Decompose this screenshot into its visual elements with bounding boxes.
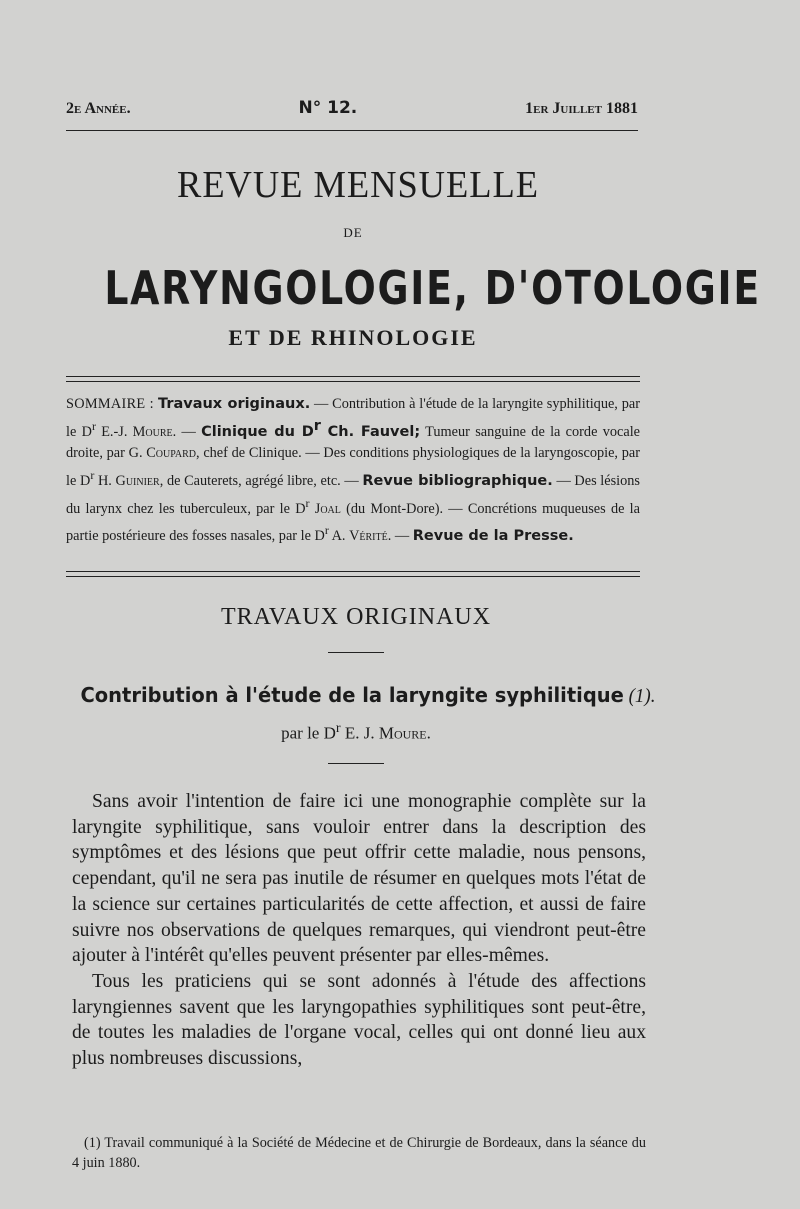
sommaire-rule-bottom <box>66 571 640 577</box>
sommaire-rule-top <box>66 376 640 382</box>
author-name: Moure <box>378 723 427 743</box>
article-title-text: Contribution à l'étude de la laryngite syphilitique <box>80 683 624 707</box>
section-rule <box>328 652 384 653</box>
author-prefix: par le D <box>281 723 336 743</box>
sommaire-author: Joal <box>314 500 341 517</box>
issue-date: 1er Juillet 1881 <box>525 100 638 117</box>
sommaire-text: — Des lésions du larynx chez les tuberculeux, par le D <box>66 472 641 517</box>
author-end: . <box>426 723 431 743</box>
sommaire-sup: r <box>90 468 95 483</box>
sommaire-text: Tumeur sanguine de la corde vocale droite, par G. <box>66 423 641 462</box>
sommaire-section-revue-biblio: Revue bibliographique. <box>362 472 553 489</box>
masthead-title: REVUE MENSUELLE <box>177 164 539 206</box>
sommaire-text: — Contribution à l'étude de la laryngite syphilitique, par le D <box>66 396 640 440</box>
sommaire-sup: r <box>305 495 310 510</box>
issue-year: 2e Année. <box>66 100 131 117</box>
sommaire-text: A. <box>328 528 350 545</box>
sommaire-section-clinique: Clinique du D <box>201 423 314 440</box>
author-sup: r <box>335 720 341 736</box>
masthead-de: DE <box>343 225 363 240</box>
sommaire-section-revue-presse: Revue de la Presse. <box>412 528 574 545</box>
sommaire-text: H. <box>94 472 116 489</box>
sommaire-sup: r <box>91 418 96 433</box>
sommaire-block <box>66 394 640 548</box>
sommaire-section-clinique-name: Ch. Fauvel; <box>320 423 421 440</box>
masthead-subtitle: LARYNGOLOGIE, D'OTOLOGIE <box>104 262 761 316</box>
sommaire-text: — <box>176 423 202 440</box>
issue-header <box>66 98 638 118</box>
article-title <box>80 683 656 708</box>
sommaire-author: Coupard <box>146 445 197 462</box>
paragraph: Tous les praticiens qui se sont adonnés à l'étude des affections laryngiennes savent que les laryngopathies syphilitiques sont peut-être, de toutes les maladies de l'organe vocal, celles qui ont donné lieu aux plus nombreuses discussions, <box>72 970 646 1070</box>
sommaire-author: Guinier <box>115 472 160 489</box>
article-author <box>0 720 712 744</box>
sommaire-text: , de Cauterets, agrégé libre, etc. — <box>159 472 363 489</box>
sommaire-text: , chef de Clinique. — Des conditions physiologiques de la laryngoscopie, par le D <box>66 445 640 489</box>
author-initials: E. J. <box>340 723 379 743</box>
author-rule <box>328 763 384 764</box>
footnote-ref: (1). <box>623 685 656 707</box>
footnote <box>72 1133 646 1173</box>
sommaire-label: SOMMAIRE : <box>66 396 159 412</box>
sommaire-author: E.-J. Moure. <box>95 423 177 440</box>
sommaire-text: . — <box>387 528 413 545</box>
sommaire-sup: r <box>313 417 321 434</box>
section-heading: TRAVAUX ORIGINAUX <box>220 604 492 630</box>
masthead-subtitle-2: ET DE RHINOLOGIE <box>228 325 478 350</box>
footnote-text: (1) Travail communiqué à la Société de Médecine et de Chirurgie de Bordeaux, dans la séance du 4 juin 1880. <box>72 1135 646 1171</box>
article-body <box>72 789 646 1072</box>
issue-number: N° 12. <box>298 98 358 118</box>
header-rule <box>66 130 638 131</box>
sommaire-text: (du Mont-Dore). — Concrétions muqueuses de la partie postérieure des fosses nasales, par le D <box>66 500 641 545</box>
sommaire-sup: r <box>324 523 329 538</box>
sommaire-section-travaux: Travaux originaux. <box>158 396 311 412</box>
paragraph: Sans avoir l'intention de faire ici une monographie complète sur la laryngite syphilitique, sans vouloir entrer dans la description des symptômes et des lésions que peut offrir cette maladie, nous pensons, cependant, qu'il ne sera pas inutile de résumer en quelques mots l'état de la science sur certaines particularités de cette affection, et aussi de faire suivre nos observations de quelques remarques, qui viendront peut-être ajouter à l'intérêt qu'elles peuvent présenter par elles-mêmes. <box>72 791 646 967</box>
sommaire-author: Vérité <box>349 528 388 545</box>
